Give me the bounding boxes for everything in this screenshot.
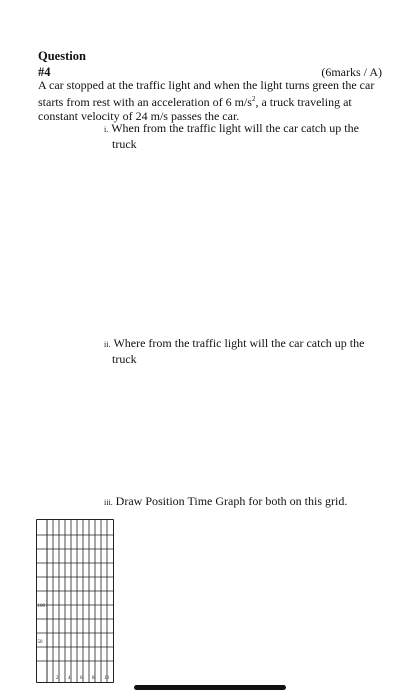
grid-lines: [37, 520, 114, 683]
question-marks: (6marks / A): [321, 65, 382, 79]
part-ii-line2: truck: [112, 352, 137, 366]
home-indicator-bar[interactable]: [134, 685, 286, 690]
part-iii-numeral: iii.: [104, 498, 113, 507]
part-i-line2: truck: [112, 137, 137, 151]
part-ii-numeral: ii.: [104, 340, 111, 349]
part-i-line1: When from the traffic light will the car catch up the: [111, 121, 359, 135]
part-ii-line1: Where from the traffic light will the car catch up the: [113, 336, 365, 350]
part-iii-line1: Draw Position Time Graph for both on this grid.: [115, 494, 348, 508]
problem-text-b: , a truck traveling at constant velocity of 24 m/s passes the car.: [38, 95, 352, 123]
grid-y-label: 50: [37, 640, 43, 645]
problem-statement: [38, 78, 388, 123]
question-number: #4: [38, 65, 51, 79]
position-time-grid[interactable]: [36, 519, 114, 683]
grid-svg[interactable]: [36, 519, 114, 683]
part-i: [104, 121, 379, 151]
part-ii: [104, 336, 379, 366]
question-title: Question: [38, 49, 86, 63]
grid-labels: [38, 604, 110, 681]
grid-x-label: 2: [56, 676, 59, 681]
part-iii: [104, 494, 379, 510]
part-i-numeral: i.: [104, 125, 109, 134]
grid-x-label: 10: [104, 676, 109, 681]
problem-superscript: 2: [251, 95, 256, 103]
problem-text-a: A car stopped at the traffic light and when the light turns green the car starts from rest with an acceleration of 6 m/s: [38, 78, 375, 109]
grid-x-label: 4: [68, 676, 71, 681]
grid-y-label: 100: [37, 604, 45, 609]
grid-x-label: 8: [92, 676, 95, 681]
grid-x-label: 6: [80, 676, 83, 681]
